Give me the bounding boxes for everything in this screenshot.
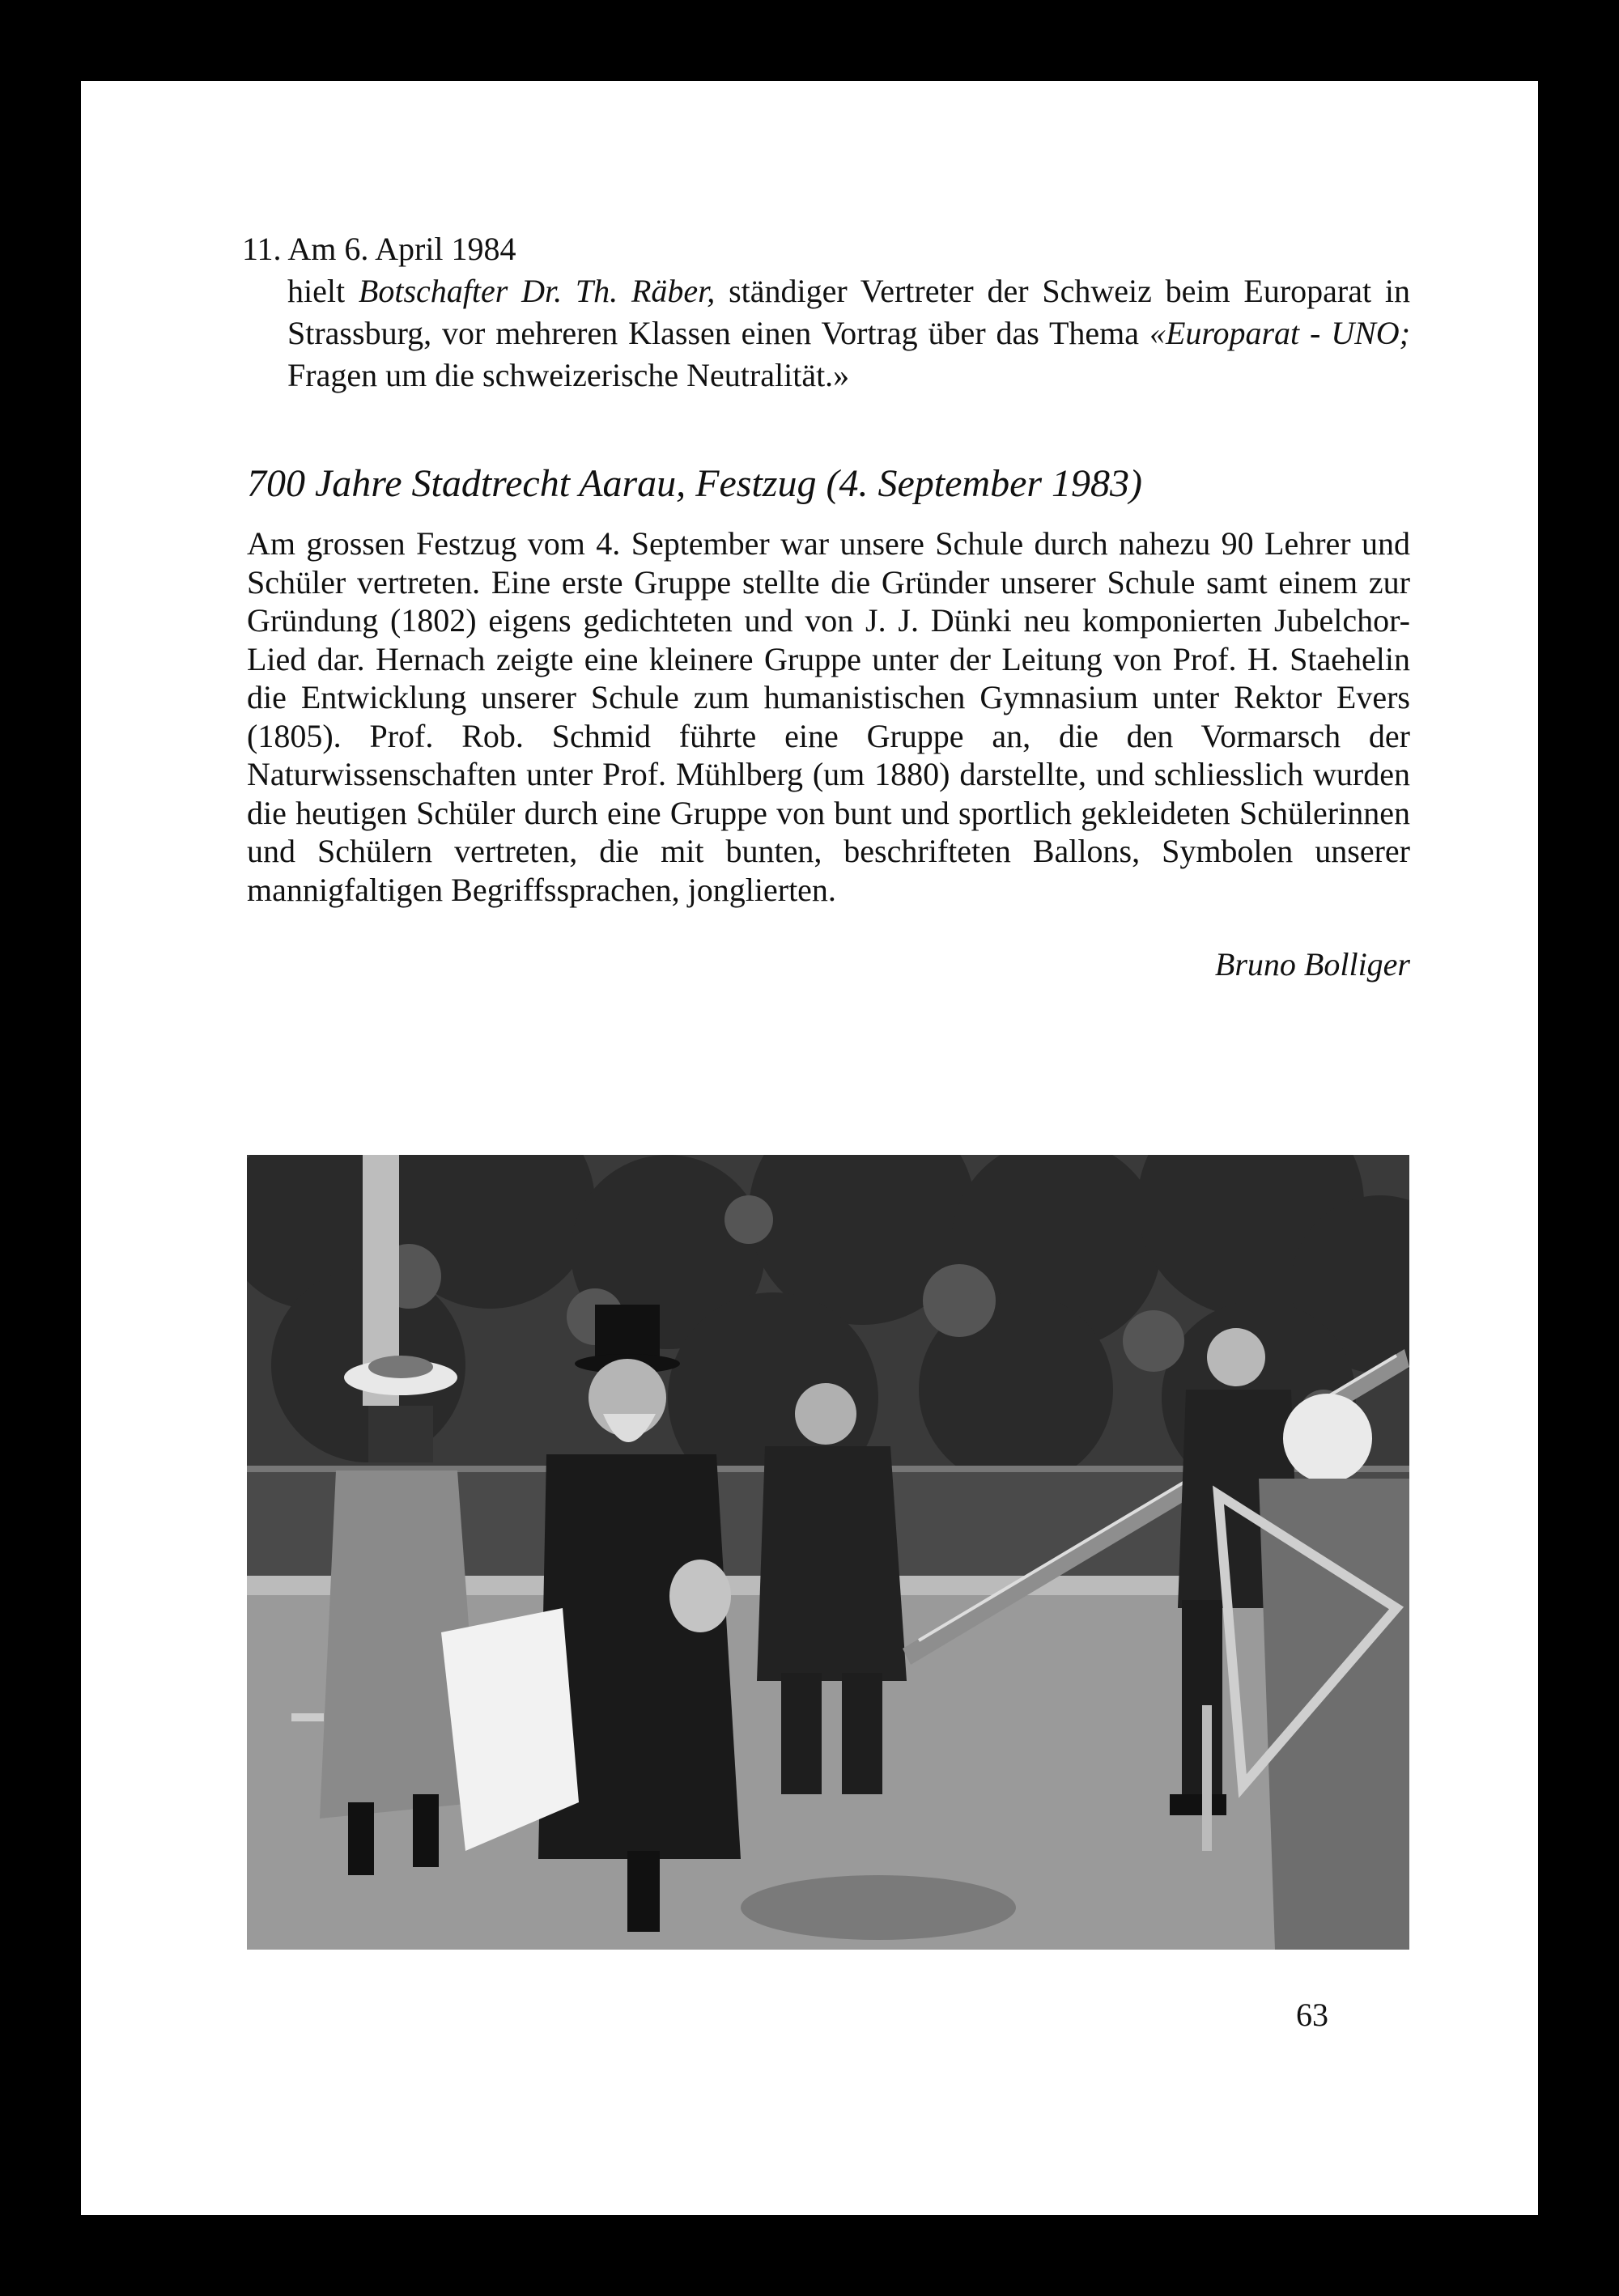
festzug-photo xyxy=(247,1155,1409,1950)
section-paragraph: Am grossen Festzug vom 4. September war unsere Schule durch nahezu 90 Lehrer und Schüler vertreten. Eine erste Gruppe stellte die Gründer unserer Schule samt einem zur Gründung (1802) eigens gedichteten und von J. J. Dünki neu komponierten Jubelchor-Lied dar. Hernach zeigte eine kleinere Gruppe unter der Leitung von Prof. H. Staehelin die Entwicklung unserer Schule zum humanistischen Gymnasium unter Rektor Evers (1805). Prof. Rob. Schmid führte eine Gruppe an, die den Vormarsch der Naturwissenschaften unter Prof. Mühlberg (um 1880) darstellte, und schliesslich wurden die heutigen Schüler durch eine Gruppe von bunt und sportlich gekleideten Schülerinnen und Schülern vertreten, die mit bunten, beschrifteten Ballons, Symbolen unserer mannigfaltigen Begriffssprachen, jonglierten. xyxy=(247,525,1410,908)
page-number: 63 xyxy=(1296,1997,1328,2033)
item-body: hielt Botschafter Dr. Th. Räber, ständiger Vertreter der Schweiz beim Europarat in Strassburg, vor mehreren Klassen einen Vortrag über das Thema «Europarat - UNO; Fragen um die schweizerische Neutralität.» xyxy=(287,273,1411,393)
document-page xyxy=(81,81,1538,2215)
author-signature: Bruno Bolliger xyxy=(1214,946,1410,982)
section-heading: 700 Jahre Stadtrecht Aarau, Festzug (4. September 1983) xyxy=(247,462,1143,505)
lecture-topic: «Europarat - UNO; xyxy=(1149,315,1410,351)
item-date: Am 6. April 1984 xyxy=(287,231,516,267)
speaker-name: Botschafter Dr. Th. Räber, xyxy=(358,273,716,309)
list-item-11 xyxy=(242,228,1411,397)
item-number: 11. xyxy=(242,231,282,267)
photo-illustration xyxy=(247,1155,1409,1950)
